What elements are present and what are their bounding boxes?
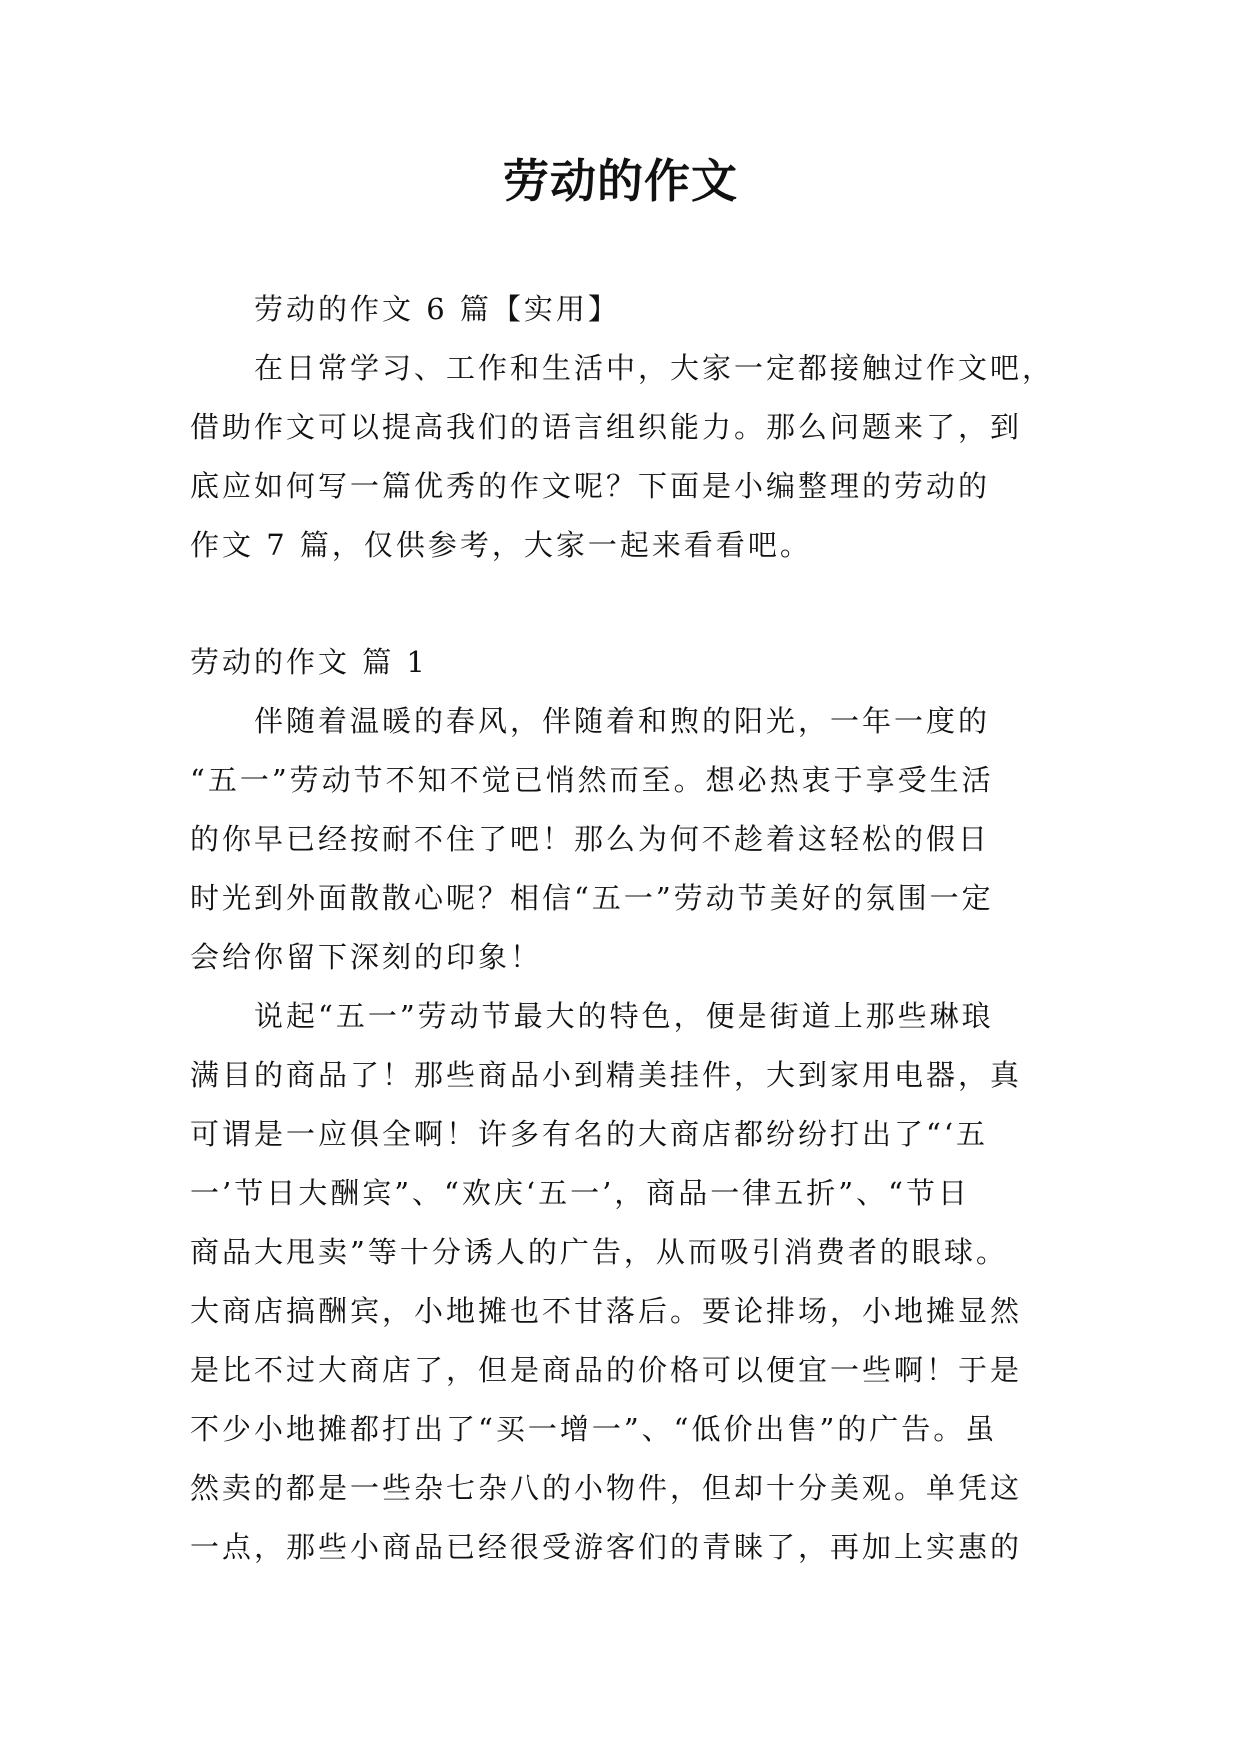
section-paragraph-2 [190,995,1060,1585]
section-gap [190,583,1060,641]
paragraph-line: 然卖的都是一些杂七杂八的小物件，但却十分美观。单凭这 [190,1471,1023,1505]
paragraph-line: 是比不过大商店了，但是商品的价格可以便宜一些啊！于是 [190,1353,1023,1387]
intro-subtitle: 劳动的作文 6 篇【实用】 [254,292,620,326]
intro-line: 在日常学习、工作和生活中，大家一定都接触过作文吧， [254,351,1055,385]
paragraph-line: 可谓是一应俱全啊！许多有名的大商店都纷纷打出了“‘五 [190,1117,989,1151]
document-title: 劳动的作文 [503,154,738,208]
paragraph-line: 一’节日大酬宾”、“欢庆‘五一’，商品一律五折”、“节日 [190,1176,970,1210]
paragraph-line: 大商店搞酬宾，小地摊也不甘落后。要论排场，小地摊显然 [190,1294,1023,1328]
paragraph-line: 伴随着温暖的春风，伴随着和煦的阳光，一年一度的 [254,704,991,738]
intro-line: 底应如何写一篇优秀的作文呢？下面是小编整理的劳动的 [190,469,991,503]
intro-line: 借助作文可以提高我们的语言组织能力。那么问题来了，到 [190,410,1023,444]
paragraph-line: 商品大甩卖”等十分诱人的广告，从而吸引消费者的眼球。 [190,1235,1008,1269]
paragraph-line: 时光到外面散散心呢？相信“五一”劳动节美好的氛围一定 [190,881,994,915]
section-paragraph-1 [190,700,1060,995]
document-body [190,288,1060,1585]
paragraph-line: 的你早已经按耐不住了吧！那么为何不趁着这轻松的假日 [190,822,991,856]
section-heading: 劳动的作文 篇 1 [190,645,428,679]
paragraph-line: 满目的商品了！那些商品小到精美挂件，大到家用电器，真 [190,1058,1023,1092]
paragraph-line: “五一”劳动节不知不觉已悄然而至。想必热衷于享受生活 [190,763,994,797]
intro-line: 作文 7 篇，仅供参考，大家一起来看看吧。 [190,528,812,562]
paragraph-line: 会给你留下深刻的印象！ [190,940,543,974]
intro-paragraph [190,347,1060,583]
paragraph-line: 不少小地摊都打出了“买一增一”、“低价出售”的广告。虽 [190,1412,998,1446]
paragraph-line: 说起“五一”劳动节最大的特色，便是街道上那些琳琅 [254,999,994,1033]
paragraph-line: 一点，那些小商品已经很受游客们的青睐了，再加上实惠的 [190,1530,1023,1564]
